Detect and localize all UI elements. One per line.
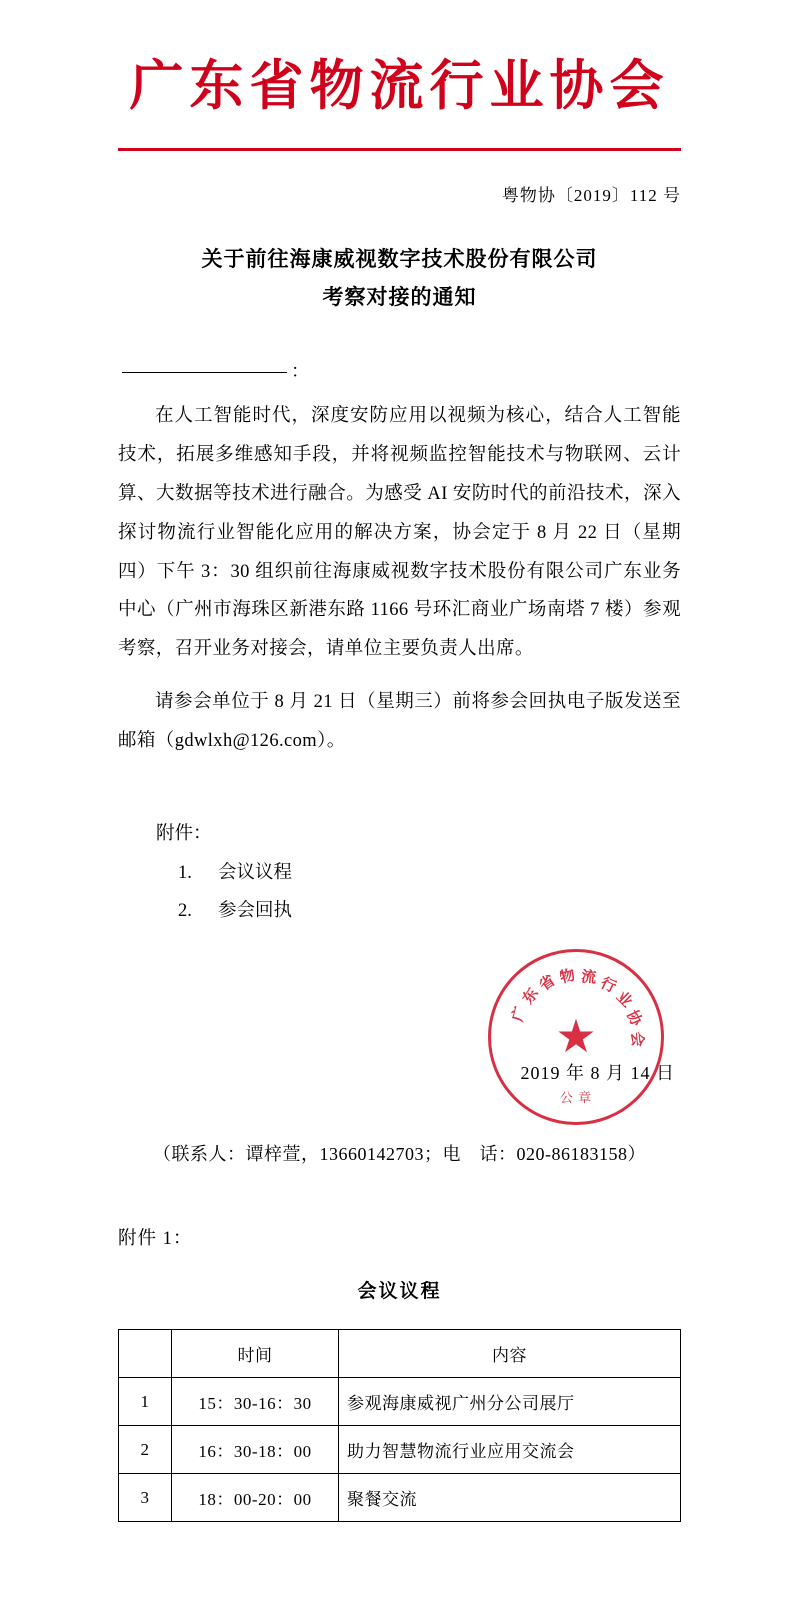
agenda-row-3-time: 18：00-20：00: [172, 1474, 339, 1522]
attachment-item-1-number: 1.: [178, 862, 192, 883]
attachment-list-label: 附件：: [156, 823, 212, 844]
appendix-label: 附件 1：: [118, 1229, 193, 1250]
agenda-header-index: [119, 1330, 172, 1378]
table-row: [119, 1474, 681, 1522]
agenda-row-2-index: 2: [119, 1426, 172, 1474]
seal-arc-char: 协: [623, 1008, 644, 1029]
agenda-row-1-content: 参观海康威视广州分公司展厅: [339, 1378, 681, 1426]
body-paragraph-2: 请参会单位于 8 月 21 日（星期三）前将参会回执电子版发送至邮箱（gdwlxh@126.com）。: [118, 692, 681, 751]
appendix-title: 会议议程: [357, 1281, 442, 1303]
attachment-item-1-text: 会议议程: [218, 862, 293, 883]
organization-title: 广东省物流行业协会: [129, 53, 670, 117]
seal-arc-char: 广: [510, 1005, 530, 1024]
table-row: [119, 1378, 681, 1426]
seal-arc-char: 行: [597, 975, 619, 997]
table-row: [119, 1426, 681, 1474]
agenda-row-3-index: 3: [119, 1474, 172, 1522]
seal-star-icon: ★: [555, 1011, 597, 1063]
document-number: 粤物协〔2019〕112 号: [501, 185, 681, 205]
attachment-item-2-text: 参会回执: [218, 901, 293, 922]
letterhead-divider: [118, 148, 681, 151]
seal-arc-char: 会: [627, 1031, 646, 1048]
document-title-line1: 关于前往海康威视数字技术股份有限公司: [201, 246, 598, 271]
agenda-header-time: 时间: [172, 1330, 339, 1378]
seal-arc-char: 业: [612, 989, 635, 1012]
attachment-list: [118, 815, 681, 932]
seal-arc-char: 省: [536, 972, 559, 995]
document-title-line2: 考察对接的通知: [322, 285, 477, 310]
document-title: [118, 240, 681, 318]
agenda-row-1-index: 1: [119, 1378, 172, 1426]
agenda-table-header-row: [119, 1330, 681, 1378]
body-paragraph-1: 在人工智能时代，深度安防应用以视频为核心，结合人工智能技术，拓展多维感知手段，并将视频监控智能技术与物联网、云计算、大数据等技术进行融合。为感受 AI 安防时代的前沿技术，深入探讨物流行业智能化应用的解决方案，协会定于 8 月 22 日（星期四）下午 3：30 组织前往海康威视数字技术股份有限公司广东业务中心（广州市海珠区新港东路 1166 号环汇商业广场南塔 7 楼）参观考察，召开业务对接会，请单位主要负责人出席。: [118, 406, 681, 660]
seal-bottom-text: 公 章: [559, 1090, 593, 1106]
seal-area: [118, 949, 681, 1134]
seal-arc-char: 流: [580, 969, 597, 987]
agenda-header-content: 内容: [339, 1330, 681, 1378]
salutation: [118, 357, 681, 383]
agenda-row-3-content: 聚餐交流: [339, 1474, 681, 1522]
seal-arc-char: 东: [520, 986, 543, 1008]
signature-date: 2019 年 8 月 14 日: [520, 1063, 675, 1084]
agenda-row-2-content: 助力智慧物流行业应用交流会: [339, 1426, 681, 1474]
salutation-colon: ：: [291, 361, 310, 382]
seal-arc-char: 物: [558, 967, 578, 988]
official-seal: [488, 949, 664, 1125]
contact-line: （联系人：谭梓萱，13660142703；电 话：020-86183158）: [153, 1144, 646, 1165]
salutation-blank: [122, 372, 287, 373]
agenda-table: [118, 1329, 681, 1522]
attachment-item-1: [156, 854, 681, 893]
attachment-item-2-number: 2.: [178, 901, 192, 922]
attachment-item-2: [156, 892, 681, 931]
agenda-row-1-time: 15：30-16：30: [172, 1378, 339, 1426]
letterhead: [118, 0, 681, 151]
agenda-row-2-time: 16：30-18：00: [172, 1426, 339, 1474]
